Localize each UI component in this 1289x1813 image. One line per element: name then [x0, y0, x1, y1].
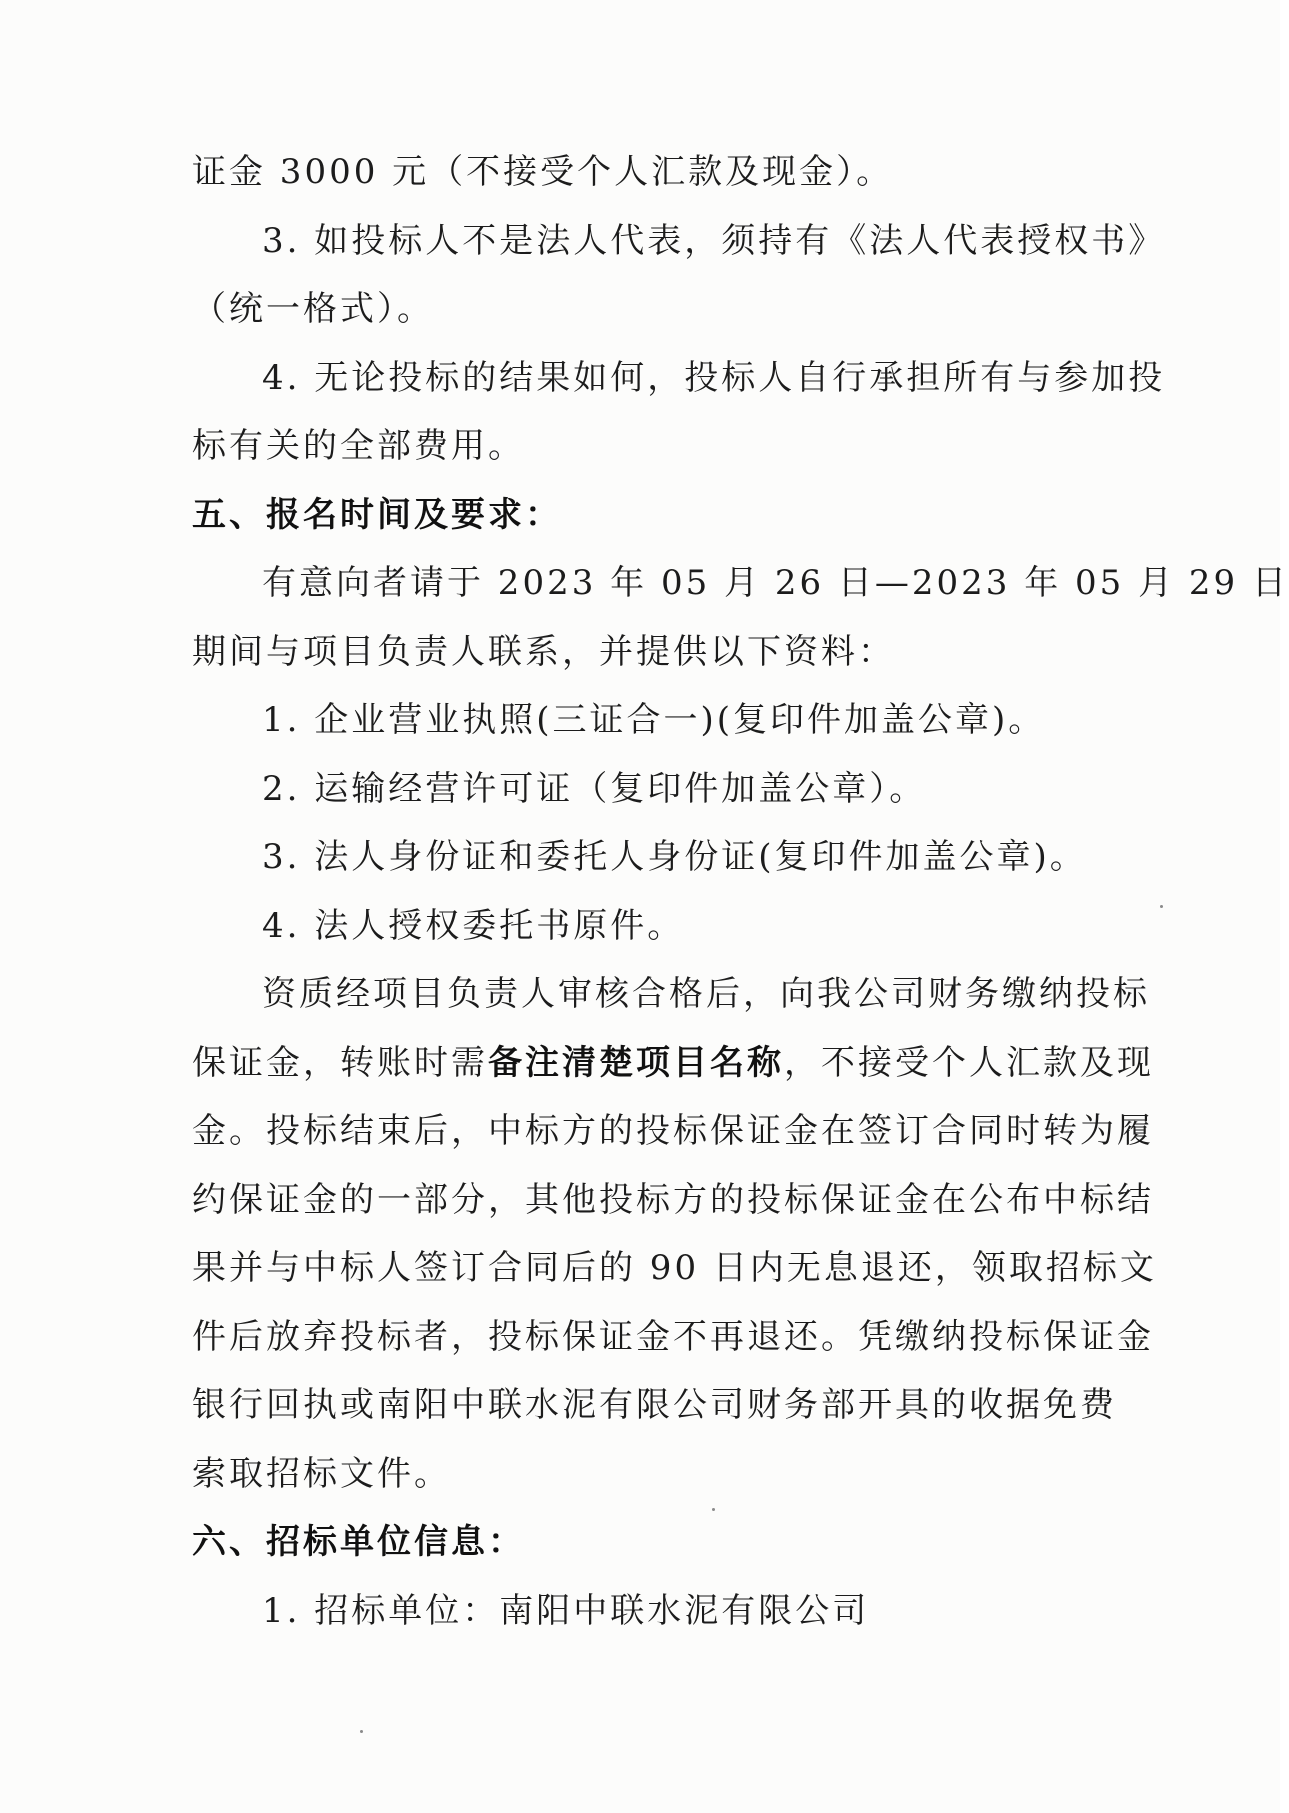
text-line: 资质经项目负责人审核合格后，向我公司财务缴纳投标 [262, 974, 1150, 1014]
text-line: 4. 无论投标的结果如何，投标人自行承担所有与参加投 [262, 357, 1166, 398]
list-item [192, 892, 1096, 961]
paragraph-line [192, 1234, 1157, 1303]
section-heading-5 [192, 481, 1096, 550]
text-line: 4. 法人授权委托书原件。 [262, 905, 685, 946]
text-line: 约保证金的一部分，其他投标方的投标保证金在公布中标结 [192, 1179, 1154, 1220]
paragraph-line [192, 412, 1096, 481]
text-line: 有意向者请于 2023 年 05 月 26 日—2023 年 05 月 29 日 [262, 563, 1289, 603]
text-line: 2. 运输经营许可证（复印件加盖公章）。 [262, 768, 927, 809]
section-heading-6 [192, 1508, 1096, 1577]
list-item [192, 823, 1096, 892]
text-line: 索取招标文件。 [192, 1453, 451, 1494]
text-line: 1. 招标单位：南阳中联水泥有限公司 [262, 1590, 870, 1631]
text-line: 证金 3000 元（不接受个人汇款及现金）。 [192, 152, 894, 192]
text-segment: 保证金，转账时需 [192, 1042, 488, 1083]
scan-speck [1160, 905, 1163, 908]
text-line: 1. 企业营业执照(三证合一)(复印件加盖公章)。 [262, 700, 1046, 740]
paragraph-line [192, 1440, 1096, 1509]
text-line: 果并与中标人签订合同后的 90 日内无息退还，领取招标文 [192, 1248, 1157, 1288]
text-segment: ，不接受个人汇款及现 [784, 1042, 1154, 1083]
list-item [192, 755, 1096, 824]
text-line: 金。投标结束后，中标方的投标保证金在签订合同时转为履 [192, 1111, 1154, 1151]
list-item [192, 686, 1096, 755]
paragraph-line [192, 275, 1096, 344]
text-line: 标有关的全部费用。 [192, 426, 525, 466]
paragraph-line [192, 1371, 1117, 1440]
text-line: 3. 法人身份证和委托人身份证(复印件加盖公章)。 [262, 837, 1087, 877]
heading-text: 五、报名时间及要求： [192, 494, 562, 535]
text-line: （统一格式）。 [192, 289, 434, 329]
paragraph-line [192, 549, 1289, 618]
list-item [192, 1577, 1096, 1646]
document-body [192, 138, 1289, 1645]
text-line: 期间与项目负责人联系，并提供以下资料： [192, 631, 895, 672]
paragraph-line [192, 1166, 1154, 1235]
text-line: 件后放弃投标者，投标保证金不再退还。凭缴纳投标保证金 [192, 1316, 1154, 1357]
paragraph-line [192, 960, 1150, 1029]
paragraph-line [192, 138, 1096, 207]
scan-speck [360, 1730, 363, 1733]
text-line: 银行回执或南阳中联水泥有限公司财务部开具的收据免费 [192, 1385, 1117, 1425]
text-line: 3. 如投标人不是法人代表，须持有《法人代表授权书》 [262, 220, 1166, 261]
paragraph-line [192, 618, 1096, 687]
list-item [192, 344, 1166, 413]
paragraph-line [192, 1029, 1154, 1098]
paragraph-line [192, 1097, 1154, 1166]
list-item [192, 207, 1166, 276]
heading-text: 六、招标单位信息： [192, 1522, 525, 1562]
scan-speck [712, 1508, 715, 1511]
paragraph-line [192, 1303, 1154, 1372]
bold-emphasis: 备注清楚项目名称 [488, 1042, 784, 1083]
